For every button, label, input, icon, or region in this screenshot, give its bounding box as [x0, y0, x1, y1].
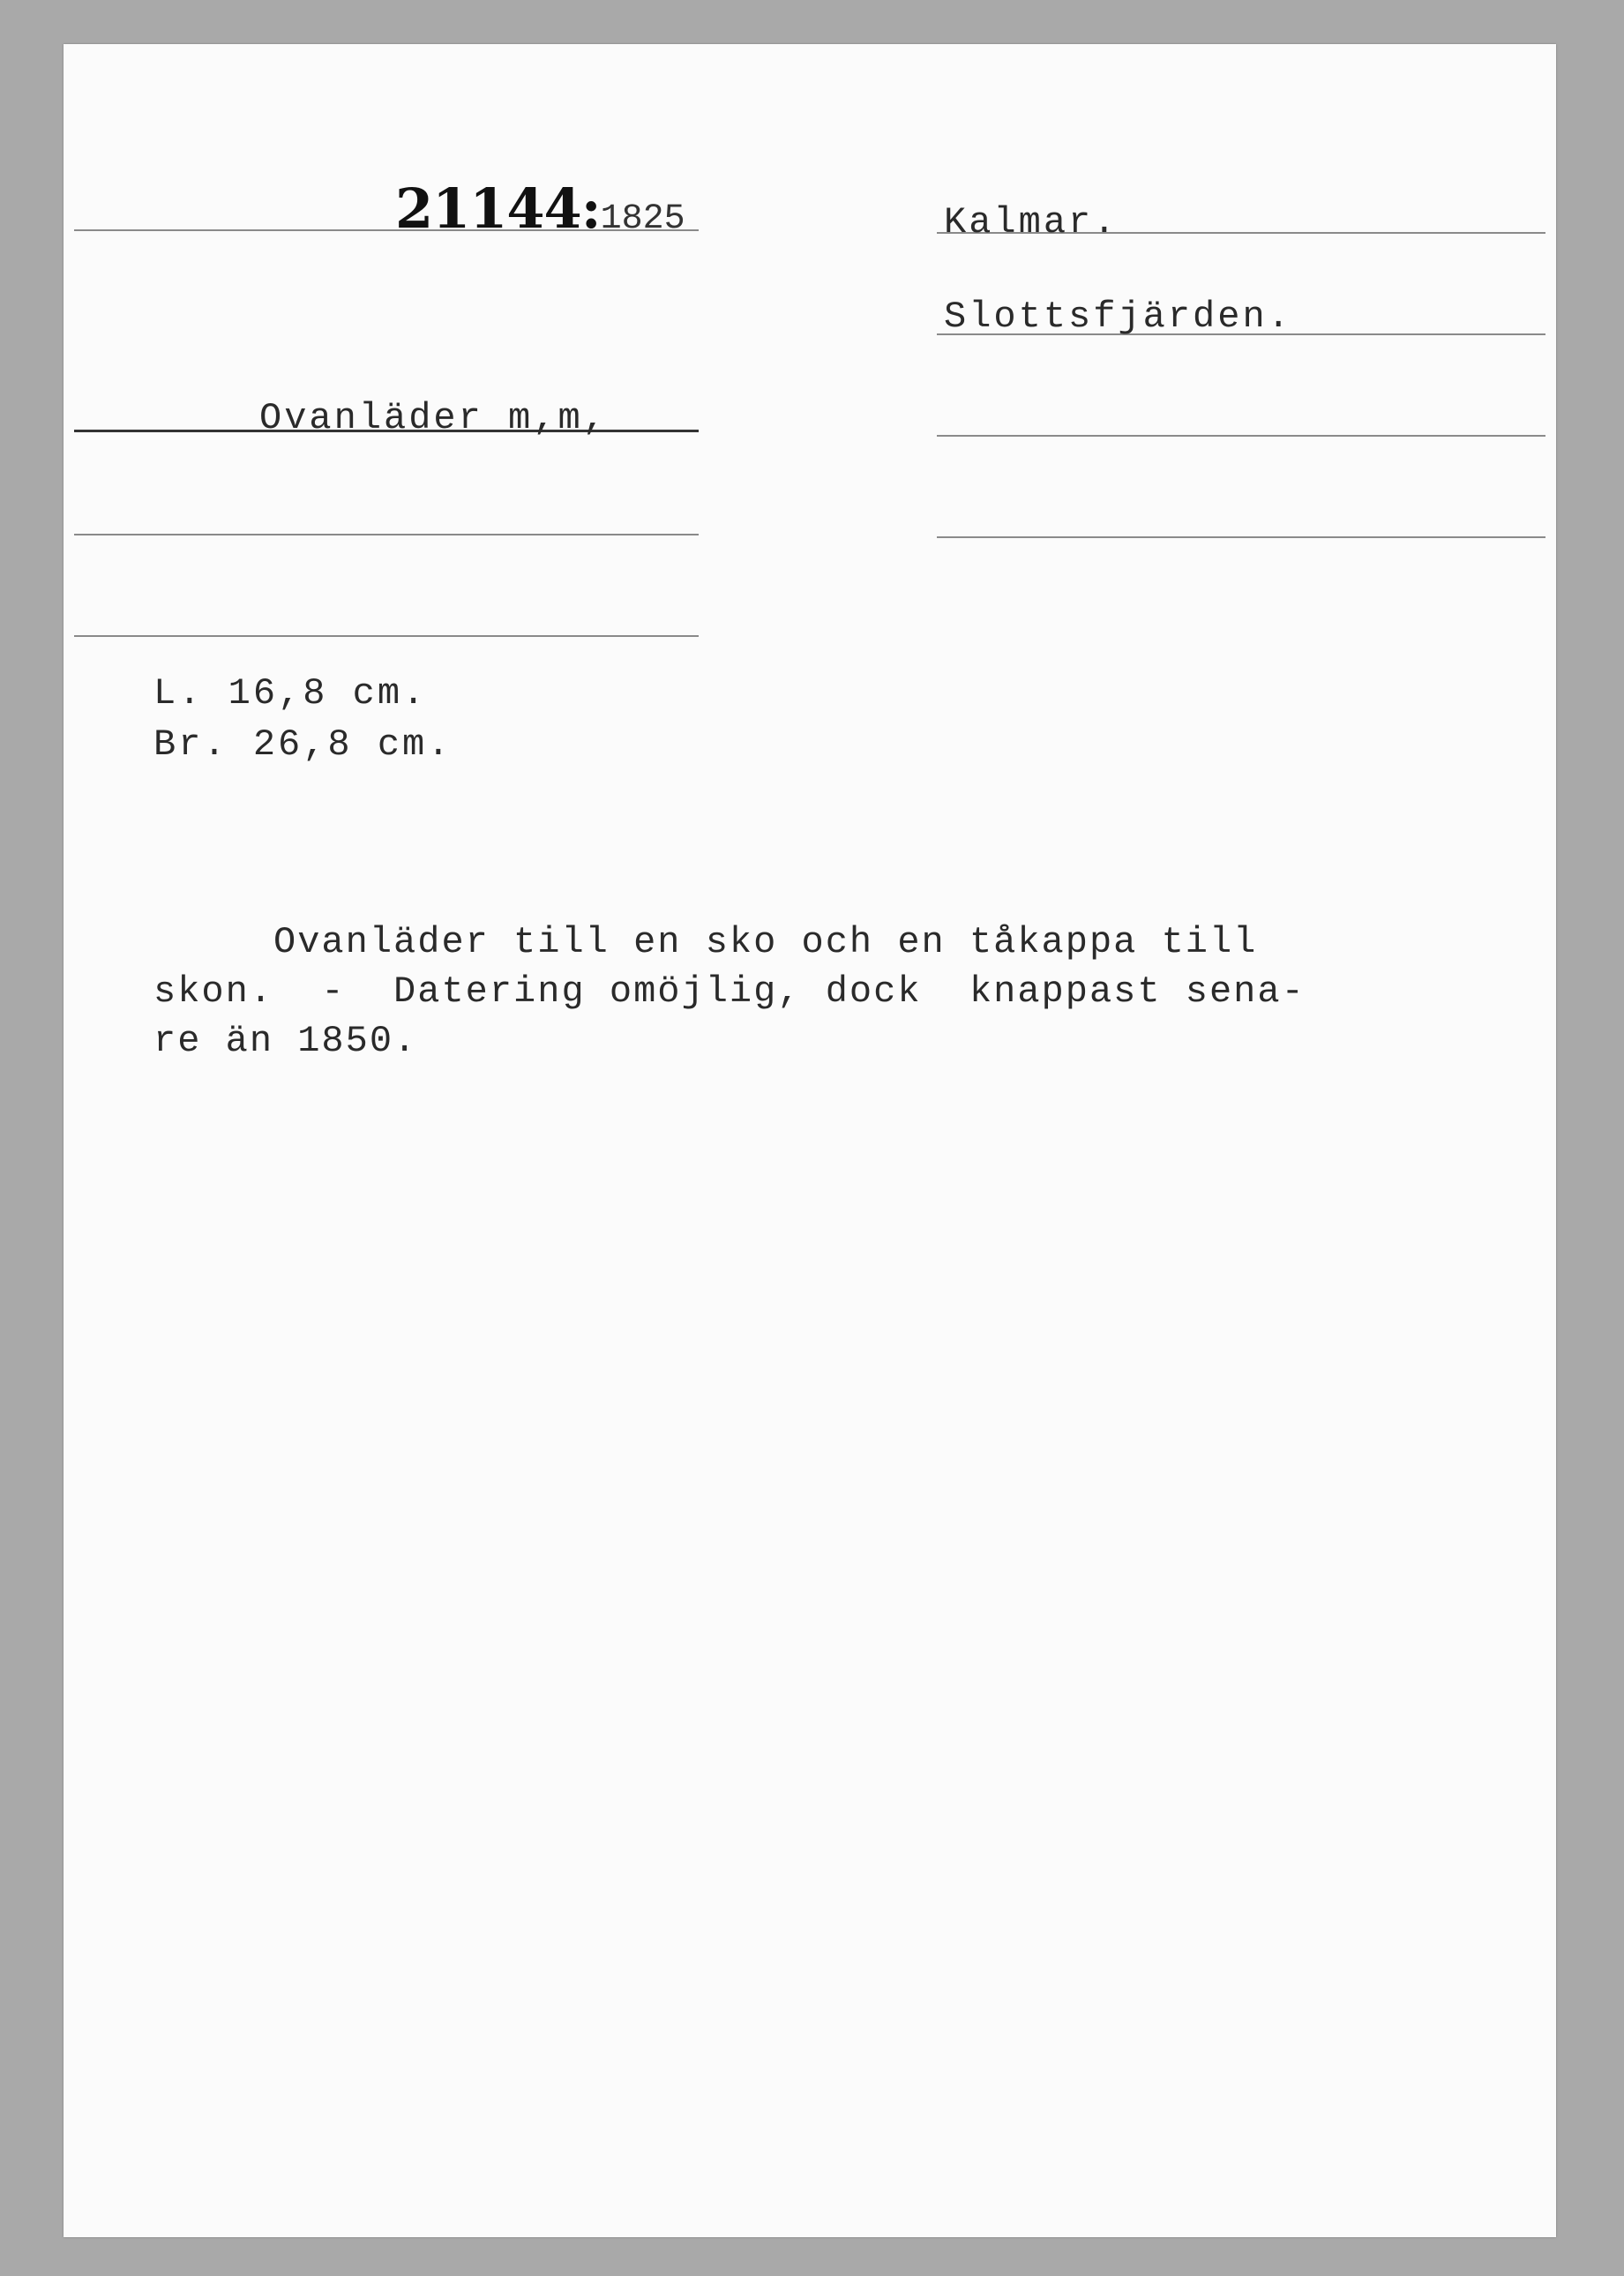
right-rule-3	[937, 435, 1545, 437]
description-line-1: Ovanläder till en sko och en tåkappa till	[153, 921, 1258, 963]
site-label: Slottsfjärden.	[944, 296, 1292, 338]
left-rule-3	[74, 534, 699, 535]
description-line-3: re än 1850.	[153, 1020, 418, 1062]
right-rule-4	[937, 536, 1545, 538]
catalog-separator: :	[580, 176, 601, 241]
catalog-sub-number: 1825	[600, 199, 685, 239]
description-line-2: skon. - Datering omöjlig, dock knappast sena-	[153, 970, 1306, 1013]
length-measurement: L. 16,8 cm.	[153, 672, 428, 715]
breadth-measurement: Br. 26,8 cm.	[153, 723, 453, 766]
left-rule-4	[74, 635, 699, 637]
catalog-number	[395, 176, 685, 241]
description-block	[153, 917, 1306, 1066]
place-label: Kalmar.	[944, 201, 1119, 243]
object-name: Ovanläder m,m,	[259, 397, 608, 439]
catalog-card	[64, 44, 1556, 2237]
catalog-main-number: 21144	[395, 176, 581, 241]
